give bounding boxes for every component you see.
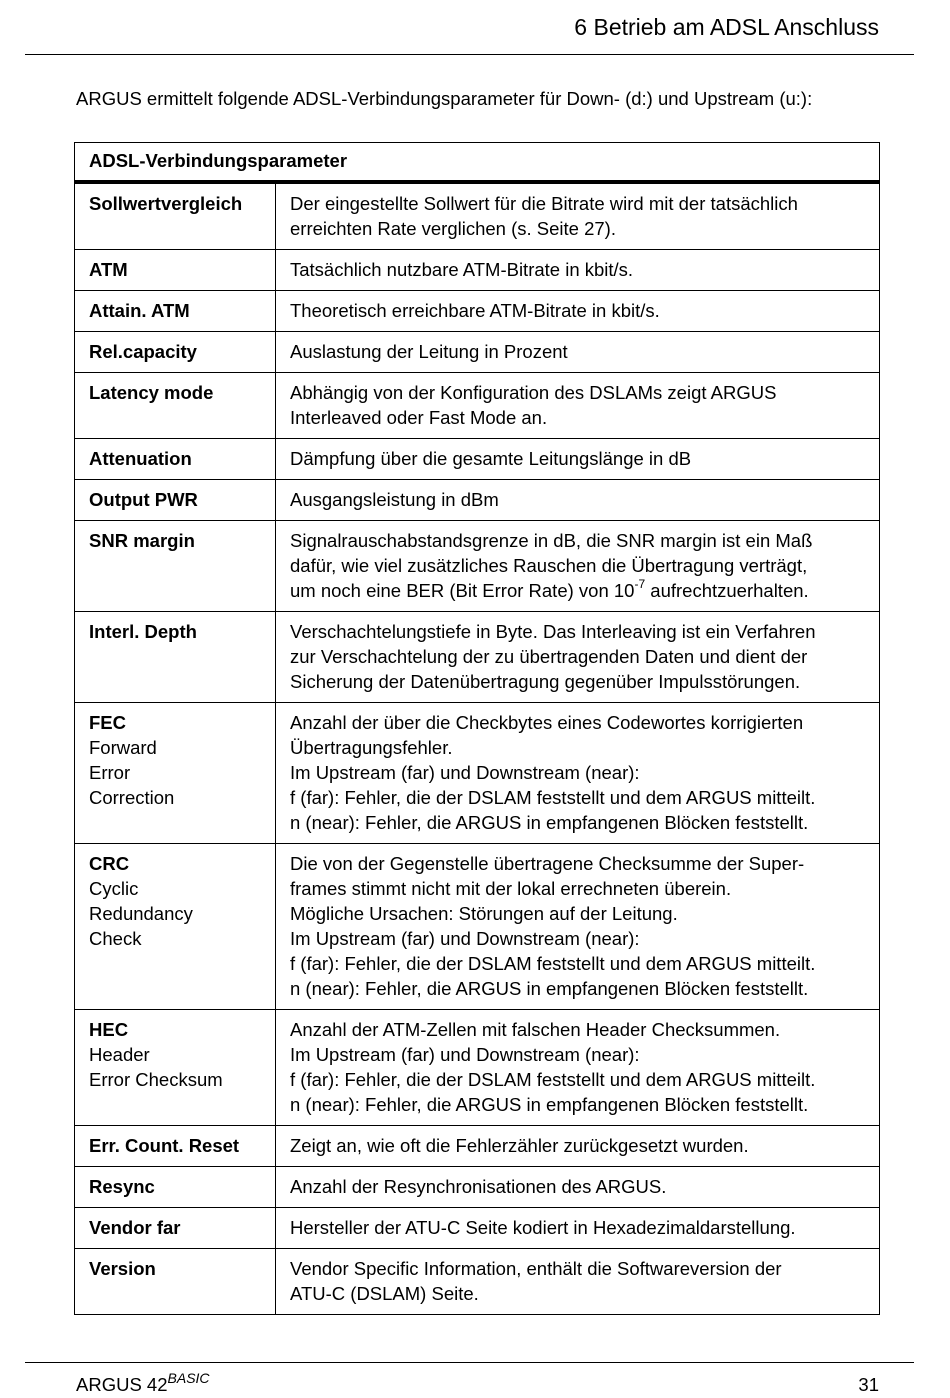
table-row [75,1167,880,1208]
description-line: Im Upstream (far) und Downstream (near): [290,1044,640,1065]
parameter-name: Interl. Depth [89,621,197,642]
table-row [75,521,880,612]
parameter-table [74,142,880,1315]
description-line: erreichten Rate verglichen (s. Seite 27). [290,218,616,239]
description-line: ATU-C (DSLAM) Seite. [290,1283,479,1304]
table-row [75,1249,880,1315]
parameter-expansion: Redundancy [89,903,193,924]
description-line: n (near): Fehler, die ARGUS in empfangenen Blöcken feststellt. [290,978,809,999]
table-row [75,1208,880,1249]
parameter-expansion: Correction [89,787,175,808]
parameter-description-cell [276,1010,880,1126]
description-text: um noch eine BER (Bit Error Rate) von 10 [290,580,635,601]
parameter-description-cell [276,1249,880,1315]
parameter-description-cell [276,182,880,250]
exponent: -7 [634,576,646,591]
parameter-description-cell [276,844,880,1010]
parameter-name-cell [75,182,276,250]
parameter-name-cell [75,439,276,480]
page-number: 31 [858,1374,879,1395]
parameter-name: HEC [89,1019,129,1040]
description-line: Signalrauschabstandsgrenze in dB, die SNR margin ist ein Maß [290,530,813,551]
parameter-description-cell [276,703,880,844]
parameter-description-cell [276,1126,880,1167]
description-line: f (far): Fehler, die der DSLAM feststellt und dem ARGUS mitteilt. [290,1069,816,1090]
parameter-name: CRC [89,853,130,874]
table-row [75,291,880,332]
parameter-name: Attain. ATM [89,300,190,321]
description-line: Im Upstream (far) und Downstream (near): [290,928,640,949]
description-line: frames stimmt nicht mit der lokal errechneten überein. [290,878,732,899]
parameter-description-cell [276,291,880,332]
parameter-name: Version [89,1258,156,1279]
parameter-name: Attenuation [89,448,192,469]
footer-product [76,1369,210,1398]
table-row [75,373,880,439]
parameter-description-cell [276,1208,880,1249]
table-row [75,250,880,291]
parameter-name: FEC [89,712,126,733]
parameter-name: Output PWR [89,489,198,510]
description-line: Im Upstream (far) und Downstream (near): [290,762,640,783]
parameter-name: Rel.capacity [89,341,197,362]
parameter-name: Resync [89,1176,155,1197]
table-row [75,612,880,703]
table-row [75,480,880,521]
parameter-name-cell [75,332,276,373]
table-row [75,1010,880,1126]
parameter-expansion: Cyclic [89,878,139,899]
parameter-name-cell [75,1167,276,1208]
description-line: dafür, wie viel zusätzliches Rauschen die Übertragung verträgt, [290,555,808,576]
product-edition: BASIC [167,1369,210,1386]
description-line: Zeigt an, wie oft die Fehlerzähler zurückgesetzt wurden. [290,1135,749,1156]
parameter-description-cell [276,332,880,373]
description-line: n (near): Fehler, die ARGUS in empfangenen Blöcken feststellt. [290,812,809,833]
table-row [75,182,880,250]
header-divider [25,54,914,55]
footer-divider [25,1362,914,1363]
description-line: Auslastung der Leitung in Prozent [290,341,568,362]
parameter-description-cell [276,439,880,480]
parameter-description-cell [276,521,880,612]
description-line: Ausgangsleistung in dBm [290,489,499,510]
intro-paragraph: ARGUS ermittelt folgende ADSL-Verbindungsparameter für Down- (d:) und Upstream (u:): [76,88,813,109]
table-body [75,182,880,1315]
description-line: Sicherung der Datenübertragung gegenüber Impulsstörungen. [290,671,801,692]
description-line: Die von der Gegenstelle übertragene Checksumme der Super- [290,853,805,874]
description-line: f (far): Fehler, die der DSLAM feststellt und dem ARGUS mitteilt. [290,953,816,974]
parameter-expansion: Header [89,1044,150,1065]
description-line: f (far): Fehler, die der DSLAM feststellt und dem ARGUS mitteilt. [290,787,816,808]
description-line: Mögliche Ursachen: Störungen auf der Leitung. [290,903,678,924]
parameter-name-cell [75,1208,276,1249]
chapter-title: 6 Betrieb am ADSL Anschluss [574,14,879,40]
table-heading: ADSL-Verbindungsparameter [75,143,880,183]
parameter-name: ATM [89,259,128,280]
parameter-name: Sollwertvergleich [89,193,243,214]
table-row [75,1126,880,1167]
description-line [290,578,865,603]
table-row [75,332,880,373]
parameter-expansion: Error Checksum [89,1069,223,1090]
description-line: zur Verschachtelung der zu übertragenden Daten und dient der [290,646,808,667]
parameter-description-cell [276,250,880,291]
parameter-name-cell [75,844,276,1010]
parameter-name-cell [75,612,276,703]
parameter-name-cell [75,480,276,521]
description-line: Dämpfung über die gesamte Leitungslänge in dB [290,448,692,469]
parameter-name-cell [75,291,276,332]
description-line: Übertragungsfehler. [290,737,453,758]
parameter-expansion: Forward [89,737,157,758]
parameter-description-cell [276,612,880,703]
product-name: ARGUS 42 [76,1374,168,1395]
parameter-name: Err. Count. Reset [89,1135,240,1156]
parameter-name-cell [75,1010,276,1126]
description-line: Hersteller der ATU-C Seite kodiert in Hexadezimaldarstellung. [290,1217,796,1238]
parameter-name: Latency mode [89,382,214,403]
table-header-row [75,143,880,183]
description-line: Vendor Specific Information, enthält die Softwareversion der [290,1258,782,1279]
parameter-name-cell [75,1249,276,1315]
parameter-expansion: Check [89,928,142,949]
description-line: Anzahl der ATM-Zellen mit falschen Header Checksummen. [290,1019,781,1040]
table-row [75,439,880,480]
description-text: aufrechtzuerhalten. [645,580,809,601]
parameter-description-cell [276,480,880,521]
parameter-description-cell [276,373,880,439]
parameter-name-cell [75,250,276,291]
description-line: Anzahl der Resynchronisationen des ARGUS. [290,1176,667,1197]
description-line: Der eingestellte Sollwert für die Bitrate wird mit der tatsächlich [290,193,798,214]
parameter-expansion: Error [89,762,131,783]
parameter-description-cell [276,1167,880,1208]
parameter-name-cell [75,1126,276,1167]
description-line: Theoretisch erreichbare ATM-Bitrate in kbit/s. [290,300,660,321]
parameter-name-cell [75,521,276,612]
description-line: Interleaved oder Fast Mode an. [290,407,548,428]
description-line: Tatsächlich nutzbare ATM-Bitrate in kbit/s. [290,259,634,280]
parameter-name: Vendor far [89,1217,181,1238]
description-line: n (near): Fehler, die ARGUS in empfangenen Blöcken feststellt. [290,1094,809,1115]
description-line: Abhängig von der Konfiguration des DSLAMs zeigt ARGUS [290,382,777,403]
table-row [75,703,880,844]
description-line: Verschachtelungstiefe in Byte. Das Interleaving ist ein Verfahren [290,621,816,642]
description-line: Anzahl der über die Checkbytes eines Codewortes korrigierten [290,712,804,733]
parameter-name-cell [75,373,276,439]
parameter-name: SNR margin [89,530,195,551]
parameter-name-cell [75,703,276,844]
table-row [75,844,880,1010]
